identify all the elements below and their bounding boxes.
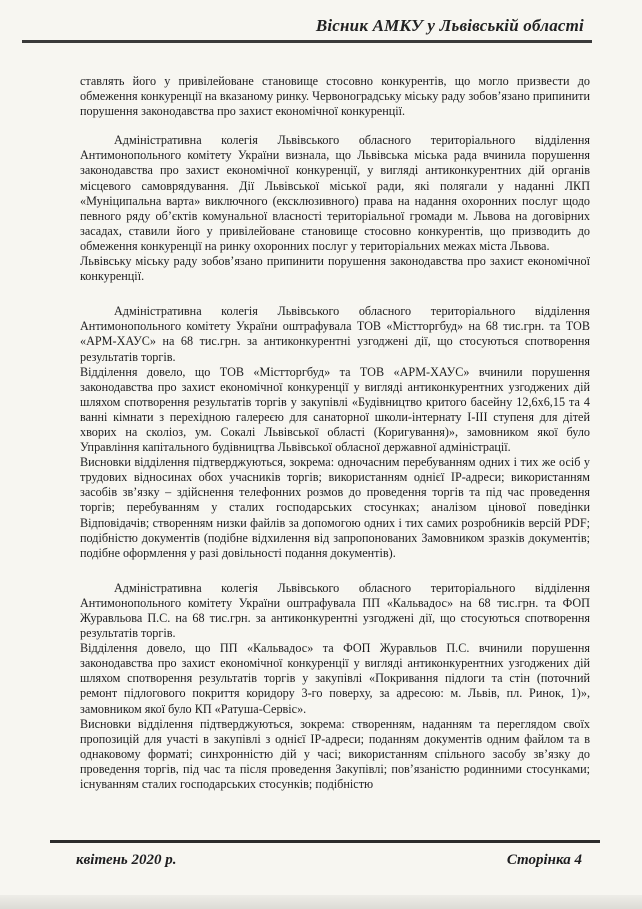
paragraph: ставлять його у привілейоване становище стосовно конкурентів, що могло призвести до обмеження конкуренції на вказаному ринку. Червоноградську міську раду зобов’язано припинити порушення законодавства про захист економічної конкуренції. xyxy=(80,74,590,119)
paragraph: Адміністративна колегія Львівського обласного територіального відділення Антимонопольного комітету України оштрафувала ПП «Кальвадос» на 68 тис.грн. та ФОП Журавльова П.С. на 68 тис.грн. за антиконкурентні узгоджені дії, що стосуються спотворення результатів торгів. xyxy=(80,580,590,641)
paragraph: Відділення довело, що ПП «Кальвадос» та ФОП Журавльов П.С. вчинили порушення законодавства про захист економічної конкуренції у вигляді антиконкурентних узгоджених дій шляхом спотворення результатів торгів у закупівлі «Покривання підлоги та стін (поточний ремонт підлогового покриття коридору 3-го поверху, за адресою: м. Львів, пл. Ринок, 1)», замовником якої було КП «Ратуша-Сервіс». xyxy=(80,641,590,716)
article-body xyxy=(80,74,590,792)
page-number: Сторінка 4 xyxy=(506,852,582,868)
issue-date: квітень 2020 р. xyxy=(76,852,177,868)
paragraph: Висновки відділення підтверджуються, зокрема: створенням, наданням та переглядом своїх пропозицій для участі в закупівлі з однієї ІР-адреси; поданням документів одним файлом та в однаковому форматі; синхронністю дій у часі; використанням спільного засобу зв’язку до проведення торгів, під час та після проведення Закупівлі; пов’язаністю родинними стосунками; існуванням сталих господарських стосунків; подібністю xyxy=(80,716,590,792)
page-edge xyxy=(0,895,642,909)
page-header xyxy=(22,10,592,40)
header-rule xyxy=(22,40,592,43)
paragraph: Відділення довело, що ТОВ «Містторгбуд» та ТОВ «АРМ-ХАУС» вчинили порушення законодавства про захист економічної конкуренції у вигляді антиконкурентних узгоджених дій шляхом спотворення результатів торгів у закупівлі «Будівництво критого басейну 12,6х6,15 та 4 ванні кімнати з перехідною галереєю для санаторної школи-інтернату І-ІІІ ступеня для дітей хворих на сколіоз, ум. Сокалі Львівської області (Коригування)», замовником якої було Управління капітального будівництва Львівської обласної державної адміністрації. xyxy=(80,364,590,455)
paragraph: Адміністративна колегія Львівського обласного територіального відділення Антимонопольного комітету України оштрафувала ТОВ «Містторгбуд» на 68 тис.грн. та ТОВ «АРМ-ХАУС» на 68 тис.грн. за антиконкурентні узгоджені дії, що стосуються спотворення результатів торгів. xyxy=(80,304,590,364)
paragraph: Висновки відділення підтверджуються, зокрема: одночасним перебуванням одних і тих же осіб у трудових відносинах обох учасників торгів; використанням однієї ІР-адреси; використанням засобів зв’язку – здійснення телефонних розмов до проведення торгів та під час проведення торгів; перебуванням у сталих господарських стосунках; аналізом цінової поведінки Відповідачів; створенням низки файлів за допомогою одних і тих самих розробників версій PDF; подібністю документів (подібне відхилення від запропонованих Замовником зразків документів; подібне оформлення у разі довільності подання документів). xyxy=(80,455,590,560)
page-footer xyxy=(50,840,600,880)
paragraph: Адміністративна колегія Львівського обласного територіального відділення Антимонопольного комітету України визнала, що Львівська міська рада вчинила порушення законодавства про захист економічної конкуренції, у вигляді антиконкурентних дій органів місцевого самоврядування. Дії Львівської міської ради, які полягали у наданні ЛКП «Муніципальна варта» виключного (ексклюзивного) права на надання охоронних послуг щодо певного ряду об’єктів комунальної власності територіальної громади м. Львова на договірних засадах, ставили його у привілейоване становище стосовно конкурентів, що призводить до обмеження конкуренції на ринку охоронних послуг у територіальних межах міста Львова. xyxy=(80,133,590,253)
paragraph: Львівську міську раду зобов’язано припинити порушення законодавства про захист економічної конкуренції. xyxy=(80,254,590,284)
journal-title: Вісник АМКУ у Львівській області xyxy=(315,16,584,35)
footer-rule xyxy=(50,840,600,843)
